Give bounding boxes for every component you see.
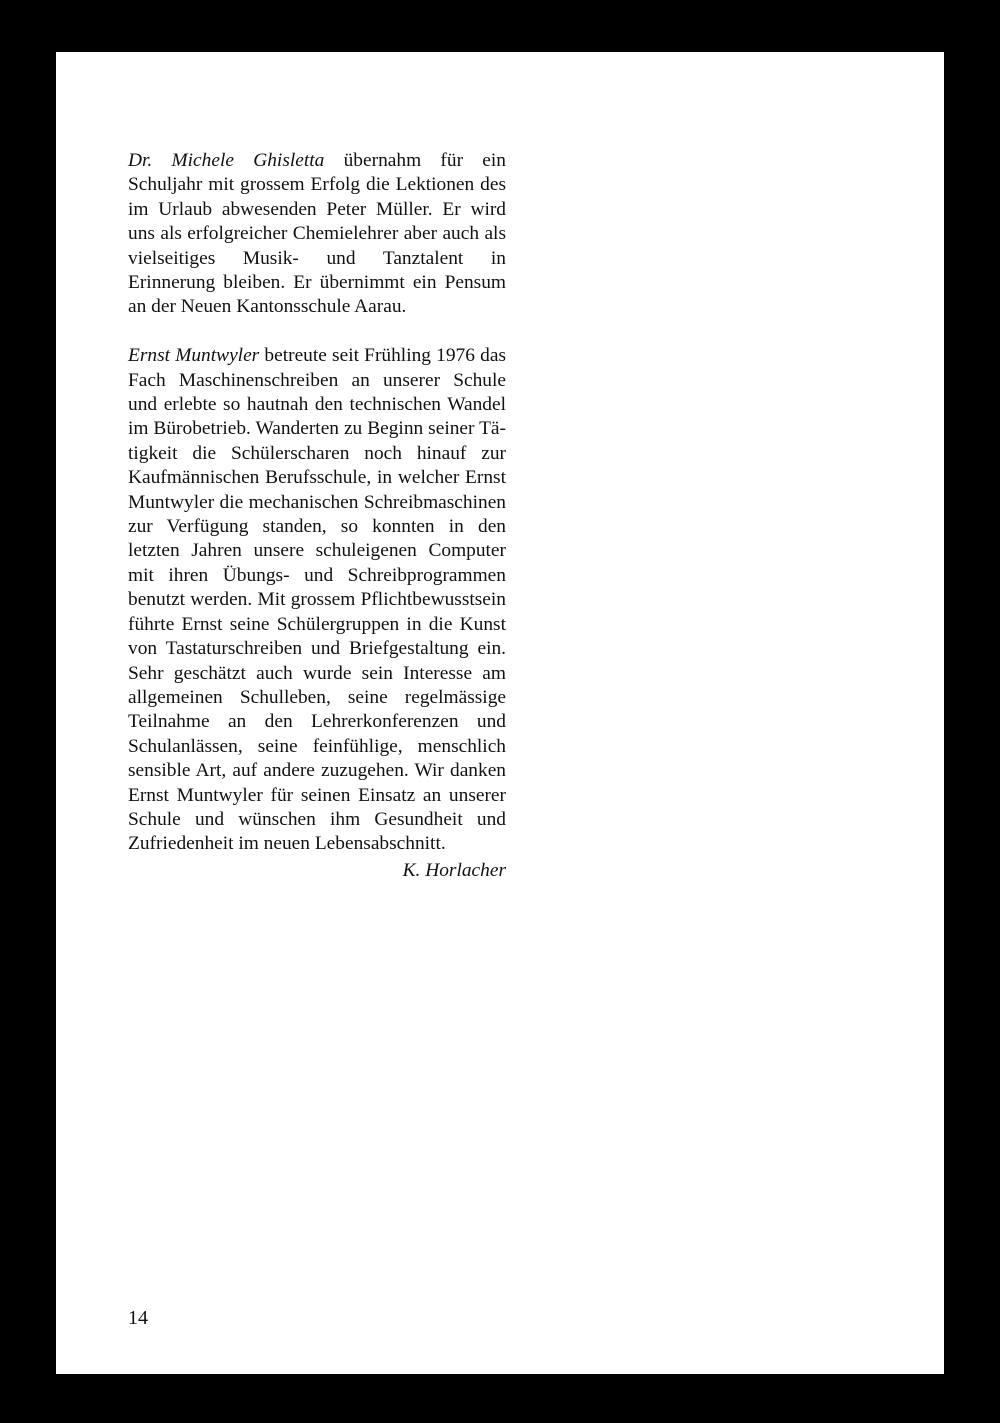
author-signature: K. Horlacher xyxy=(402,859,506,881)
paragraph-ghisletta-text: übernahm für ein Schuljahr mit grossem Erfolg die Lektionen des im Urlaub abwesenden Peter Müller. Er wird uns als erfolgreicher Chemielehrer aber auch als vielseitiges Musik- und Tanztalent in Erinnerung bleiben. Er übernimmt ein Pensum an der Neuen Kantonsschule Aarau. xyxy=(128,150,506,318)
paragraph-muntwyler xyxy=(128,344,506,857)
text-column xyxy=(128,149,506,883)
paragraph-muntwyler-text: betreute seit Frühling 1976 das Fach Maschinenschreiben an unserer Schule und erlebte so hautnah den technischen Wandel im Bürobetrieb. Wanderten zu Beginn seiner Tätigkeit die Schülerscharen noch hinauf zur Kaufmännischen Berufsschule, in welcher Ernst Muntwyler die mechanischen Schreibmaschinen zur Verfügung standen, so konnten in den letzten Jahren unsere schuleigenen Computer mit ihren Übungs- und Schreibprogrammen benutzt werden. Mit grossem Pflichtbewusstsein führte Ernst seine Schülergruppen in die Kunst von Tastaturschreiben und Briefgestaltung ein. Sehr geschätzt auch wurde sein Interesse am allgemeinen Schulleben, seine regelmässige Teilnahme an den Lehrerkonferenzen und Schulanlässen, seine feinfühlige, menschlich sensible Art, auf andere zuzugehen. Wir danken Ernst Muntwyler für seinen Einsatz an unserer Schule und wünschen ihm Gesundheit und Zufriedenheit im neuen Lebensabschnitt. xyxy=(128,345,506,855)
paragraph-ghisletta xyxy=(128,149,506,320)
page-number: 14 xyxy=(128,1307,148,1329)
document-page xyxy=(56,52,944,1374)
person-name-muntwyler: Ernst Muntwyler xyxy=(128,345,260,367)
person-name-ghisletta: Dr. Michele Ghisletta xyxy=(128,150,325,171)
